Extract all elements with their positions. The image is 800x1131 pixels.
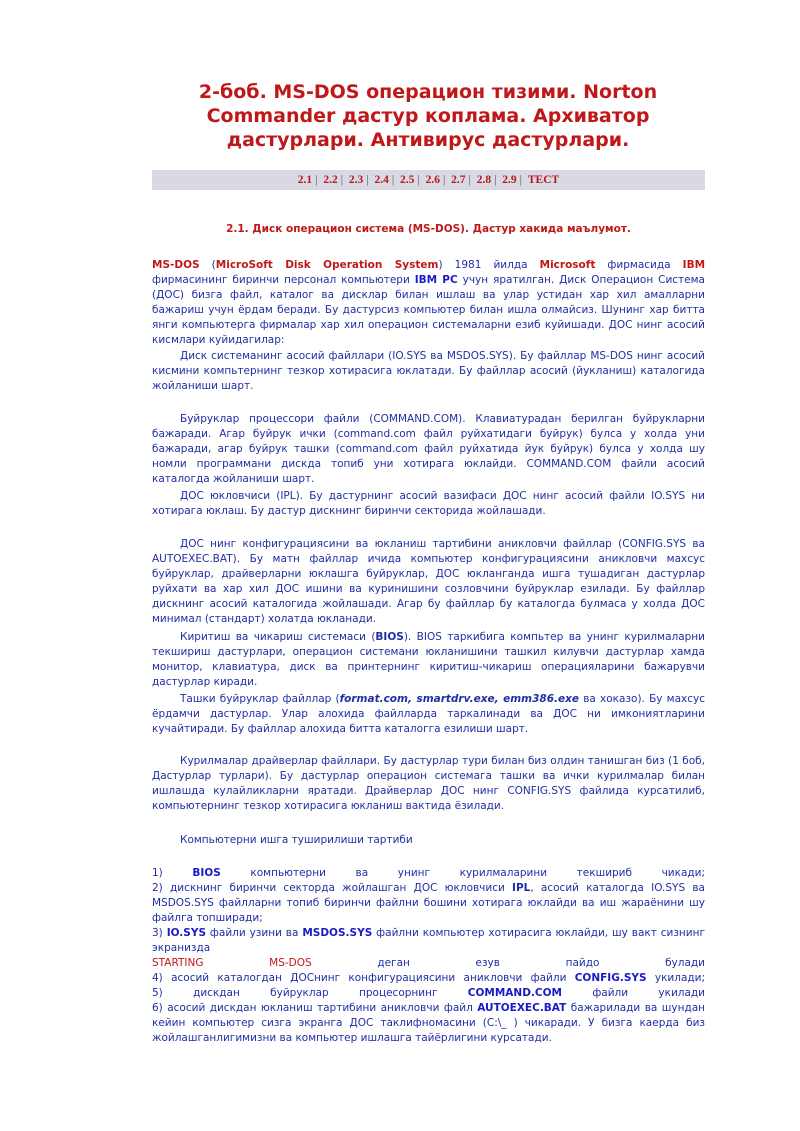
autoexec-bat-term: AUTOEXEC.BAT xyxy=(477,1002,567,1014)
text: ) 1981 йилда xyxy=(438,259,540,271)
ms-dos-expansion: MicroSoft Disk Operation System xyxy=(215,259,439,271)
nav-separator: | xyxy=(417,174,420,186)
nav-link-2-1[interactable]: 2.1 xyxy=(297,174,313,186)
boot-step-1 xyxy=(152,866,705,881)
text: файлларни топиб биринчи файлни бошини хотирага юклайди ва иш жараёнини шу файлга топширади; xyxy=(152,897,705,924)
nav-link-2-7[interactable]: 2.7 xyxy=(451,174,466,186)
text: ва хоказо). Бу махсус ёрдамчи дастурлар. Улар алохида файлларда таркалинади ва ДОС ни имкониятларини кучайтиради. Бу файллар алохида битта каталогга езилиши шарт. xyxy=(152,693,705,735)
text: файл руйхатидаги буйрук) булса у холда уни бажаради, агар буйрук ташки (command.com файл руйхатида йук буйрук) булса у холда шу номли программани дискда топиб уни хотирага юклайди. xyxy=(152,428,705,470)
intro-paragraph xyxy=(152,258,705,348)
msdos-sys-term: MSDOS.SYS xyxy=(152,897,214,909)
bios-term: BIOS xyxy=(192,867,221,879)
text: Киритиш ва чикариш системаси ( xyxy=(180,631,376,643)
text: укилади xyxy=(658,987,705,999)
io-sys-term: IO.SYS xyxy=(166,927,207,939)
paragraph-drivers xyxy=(152,754,705,814)
text: ). Бу матн файллар ичида компьютер конфигурациясини аникловчи махсус буйруклар, драйверларни юклашга буйруклар, ДОС юкланганда ишга тушадиган дастурлар руйхати ва хар хил ДОС ишини ва куринишини созловчини буйруклар езилади. Бу файллар дискнинг асосий каталогида жойлашади. Агар бу файллар бу каталогда булмаса у холда ДОС минимал (стандарт) холатда юкланади. xyxy=(152,553,705,625)
boot-steps-list xyxy=(152,866,705,1046)
text: ). Клавиатурадан берилган буйрукларни бажаради. Агар буйрук ички ( xyxy=(152,413,705,440)
ms-dos-text: MS-DOS xyxy=(269,957,312,969)
microsoft-term: Microsoft xyxy=(539,259,596,271)
text: ). Бу файллар MS-DOS нинг асосий кисмини компьтернинг тезкор хотирасига юклатади. Бу файллар асосий (йукланиш) каталогида жойланиши шарт. xyxy=(152,350,705,392)
text: Ташки буйруклар файллар ( xyxy=(180,693,340,705)
nav-link-2-6[interactable]: 2.6 xyxy=(425,174,440,186)
nav-link-2-4[interactable]: 2.4 xyxy=(374,174,389,186)
config-sys-term: CONFIG.SYS xyxy=(574,972,647,984)
ms-dos-term: MS-DOS xyxy=(152,259,200,271)
text: Буйруклар процессори файли ( xyxy=(180,413,374,425)
text: , асосий каталогда xyxy=(530,882,652,894)
bios-term: BIOS xyxy=(375,631,404,643)
boot-step-5 xyxy=(152,986,705,1001)
ipl-term: IPL xyxy=(280,490,296,502)
text: файли асосий каталогда жойланиши шарт. xyxy=(152,458,705,485)
nav-separator: | xyxy=(315,174,318,186)
boot-step-3 xyxy=(152,926,705,956)
text: ва xyxy=(686,538,705,550)
msdos-sys-term: MSDOS.SYS xyxy=(446,350,509,362)
io-sys-term: IO.SYS xyxy=(392,350,427,362)
paragraph-external-commands xyxy=(152,692,705,737)
nav-link-test[interactable]: ТЕСТ xyxy=(527,174,560,186)
text: ва xyxy=(426,350,447,362)
config-sys-term: CONFIG.SYS xyxy=(507,785,572,797)
msdos-sys-term: MSDOS.SYS xyxy=(302,927,373,939)
nav-separator: | xyxy=(494,174,497,186)
nav-separator: | xyxy=(468,174,471,186)
step-number: 5) xyxy=(152,987,163,999)
starting-text: STARTING xyxy=(152,957,204,969)
nav-link-2-3[interactable]: 2.3 xyxy=(348,174,364,186)
text: ). Бу дастурнинг асосий вазифаси ДОС нинг асосий файли xyxy=(295,490,652,502)
paragraph-command-processor xyxy=(152,412,705,487)
text: компьютерни ва унинг курилмаларини текшириб чикади; xyxy=(250,867,706,879)
text: фирмасининг биринчи персонал компьютери xyxy=(152,274,415,286)
text: файлида курсатилиб, компьютернинг тезкор хотирасига юкланиш вактида ёзилади. xyxy=(152,785,705,812)
text: 4) асосий каталогдан ДОСнинг конфигурациясини аникловчи файли xyxy=(152,972,575,984)
text: процесорнинг xyxy=(358,987,438,999)
text: ( xyxy=(199,259,216,271)
command-com-term: COMMAND.COM xyxy=(373,413,459,425)
text: Курилмалар драйверлар файллари. Бу дастурлар тури билан биз олдин танишган биз (1 боб, Дастурлар турлари). Бу дастурлар операцион системага ташки ва ички курилмалар билан ишлашда кулайликларни яратади. Драйверлар ДОС нинг xyxy=(152,755,705,797)
boot-step-3-continued xyxy=(152,956,705,971)
text: ДОС юкловчиси ( xyxy=(180,490,281,502)
text: укилади; xyxy=(646,972,706,984)
io-sys-term: IO.SYS xyxy=(651,882,686,894)
nav-separator: | xyxy=(519,174,522,186)
paragraph-config-files xyxy=(152,537,705,627)
nav-link-2-2[interactable]: 2.2 xyxy=(323,174,338,186)
config-sys-term: CONFIG.SYS xyxy=(622,538,687,550)
nav-separator: | xyxy=(366,174,369,186)
nav-separator: | xyxy=(340,174,344,186)
nav-separator: | xyxy=(442,174,446,186)
text: 2) дискнинг биринчи секторда жойлашган ДОС юкловчиси xyxy=(152,882,513,894)
text: файли узини ва xyxy=(206,927,303,939)
text: ва xyxy=(685,882,705,894)
text: дискдан xyxy=(193,987,240,999)
text: Диск системанинг асосий файллари ( xyxy=(180,350,393,362)
command-com-term: COMMAND.COM xyxy=(467,987,563,999)
autoexec-bat-term: AUTOEXEC.BAT xyxy=(152,553,233,565)
command-com-term: COMMAND.COM xyxy=(526,458,612,470)
text: фирмасида xyxy=(595,259,683,271)
nav-link-2-9[interactable]: 2.9 xyxy=(502,174,517,186)
io-sys-term: IO.SYS xyxy=(651,490,686,502)
page-title: 2-боб. MS-DOS операцион тизими. Norton Commander дастур коплама. Архиватор дастурлари. Антивирус дастурлари. xyxy=(198,81,658,151)
text: 3) xyxy=(152,927,167,939)
boot-step-6 xyxy=(152,1001,705,1046)
boot-order-heading: Компьютерни ишга туширилиши тартиби xyxy=(180,834,413,846)
section-subheading: 2.1. Диск операцион система (MS-DOS). Дастур хакида маълумот. xyxy=(226,223,631,235)
ibm-term: IBM xyxy=(682,259,706,271)
text: буйруклар xyxy=(270,987,329,999)
boot-step-4 xyxy=(152,971,705,986)
ibm-pc-term: IBM PC xyxy=(414,274,458,286)
ipl-term: IPL xyxy=(512,882,531,894)
external-files-list: format.com, smartdrv.exe, emm386.exe xyxy=(339,693,580,705)
text: файлни компьютер хотирасига юклайди, шу вакт сизнинг экранизда xyxy=(152,927,705,954)
paragraph-loader xyxy=(152,489,705,519)
boot-step-2 xyxy=(152,881,705,926)
text: ни хотирага юклаш. Бу дастур дискнинг биринчи секторида жойлашади. xyxy=(152,490,705,517)
command-com-term: command.com xyxy=(337,428,416,440)
chapter-nav xyxy=(152,170,705,190)
nav-link-2-8[interactable]: 2.8 xyxy=(476,174,492,186)
text: 6) асосий дискдан юкланиш тартибини аникловчи файл xyxy=(152,1002,478,1014)
text: ДОС нинг конфигурациясини ва юкланиш тартибини аникловчи файллар ( xyxy=(180,538,623,550)
nav-link-2-5[interactable]: 2.5 xyxy=(400,174,415,186)
paragraph-bios xyxy=(152,630,705,690)
text: учун яратилган. Диск Операцион Система (ДОС) бизга файл, каталог ва дисклар билан ишлаш ва улар устидан хар хил амалларни бажариш учун ёрдам беради. Бу дастурсиз компьютер билан ишла олмайсиз. Шунинг хар битта янги компьютерга фирмалар хар хил операцион системаларни езиб куйишади. ДОС нинг асосий кисмлари куйидагилар: xyxy=(152,274,705,346)
nav-separator: | xyxy=(391,174,395,186)
text: деган езув пайдо булади xyxy=(377,957,705,969)
text: файли xyxy=(592,987,629,999)
text: бажарилади ва шундан кейин компьютер сизга экранга ДОС таклифномасини (C:\_ ) чикаради. У бизга каерда биз жойлашганлигимизни ва компьютер ишлашга тайёрлигини курсатади. xyxy=(152,1002,706,1044)
text: ). BIOS таркибига компьтер ва унинг курилмаларни текшириш дастурлари, операцион системани юкланишини ташкил килувчи дастурлар хамда монитор, клавиатура, диск ва принтернинг киритиш-чикариш операцияларини бажарувчи дастурлар киради. xyxy=(152,631,705,688)
paragraph-system-files xyxy=(152,349,705,394)
step-number: 1) xyxy=(152,867,163,879)
